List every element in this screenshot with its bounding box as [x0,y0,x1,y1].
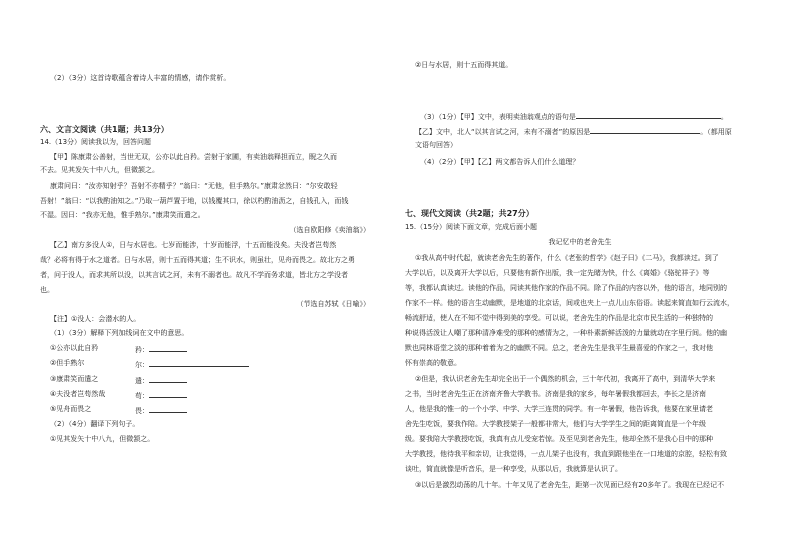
q1-head: （1）（3分）解释下列加线词在文中的意思。 [50,329,189,337]
translate-sentence-2: ②日与水居，则十五而得其道。 [415,61,513,69]
note: 【注】①没人：会潜水的人。 [50,315,141,323]
q3-line-c: 文语句回答） [415,141,457,149]
jia-line-3: 康肃问曰：“汝亦知射乎？吾射不亦精乎？”翁曰：“无他，但手熟尔。”康肃忿然曰：“尔安敢轻 [50,182,338,190]
item-word: 畏： [135,404,187,417]
article-line: 等，我都认真读过。读他的作品，同读其他作家的作品不同。除了作品的内容以外，他的语言，地同别的 [405,284,727,292]
article-line: 默也同林语堂之淡的那种着着为之的幽默不同。总之，老舍先生是我平生最喜爱的作家之一，我对他 [405,344,713,352]
answer-blank[interactable] [149,389,187,398]
answer-blank[interactable] [149,358,249,367]
article-title: 我记忆中的老舍先生 [548,238,612,246]
yi-line-2: 哉？必将有得于水之道者。日与水居，则十五而得其道；生不识水，则虽壮，见舟而畏之。故北方之勇 [40,256,355,264]
answer-blank[interactable] [149,374,187,383]
article-line: 种说得活泼让人嘲了那种清净难受的那种的感情为之，一种朴素新鲜活泼的力量就动在字里行间。他的幽 [405,329,727,337]
article-line: 畅流舒适，使人在不知不觉中得到美的享受。可以说，老舍先生的作品是北京市民生活的一种独特的 [405,314,713,322]
item-word: 遣： [135,374,187,387]
article-line: 舍先生吃饭，要我作陪。大学教授架子一般都非常大，他们与大学学生之间的距离简直是一个年级 [405,420,706,428]
article-line: 大学教授，他待我平和亲切，让我觉得，一点儿架子也没有，我直到跟他坐在一口地道的京腔，轻松有致 [405,450,727,458]
item-word: 苟： [135,389,187,402]
article-line: ③以后是激烈动荡的几十年。十年又见了老舍先生，距第一次见面已经有20多年了。我现在已经记不 [415,481,725,489]
q4: （4）（2分）【甲】【乙】两文都告诉人们什么道理？ [420,158,580,166]
yi-source: （节选自苏轼《日喻》） [296,300,370,308]
item-sentence: ⑤见舟而畏之 [50,405,92,413]
jia-line-1: 【甲】陈康肃公善射，当世无双，公亦以此自矜。尝射于家圃，有卖油翁释担而立，睨之久而 [50,153,337,161]
section6-title: 六、文言文阅读（共1题；共13分） [40,125,169,134]
q3-line-a: （3）（1分）【甲】文中，表明卖油翁观点的语句是 。 [420,110,728,123]
article-line: ②但是，我认识老舍先生却完全出于一个偶然的机会，三十年代初，我离开了高中，到清华大学来 [415,375,716,383]
answer-blank[interactable] [149,404,187,413]
answer-blank[interactable] [149,343,187,352]
article-line: 谈吐，简直就像是听音乐，是一种享受，从那以后，我就算是认识了。 [405,465,622,473]
section7-title: 七、现代文阅读（共2题；共27分） [405,209,534,218]
answer-blank[interactable] [576,110,721,119]
article-line: 之书，当时老舍先生正在济南齐鲁大学教书。济南是我的家乡，每年暑假我都回去，李长之是济南 [405,390,706,398]
q14-head: 14.（13分）阅读我以为，回答问题 [40,138,152,146]
article-line: 怀有崇高的敬意。 [405,359,461,367]
jia-line-4: 吾射！”翁曰：“以我酌油知之。”乃取一葫芦置于地，以钱覆其口，徐以杓酌油沥之，自钱孔入，而钱 [40,197,349,205]
item-word: 尔： [135,358,249,371]
jia-line-2: 不去。见其发矢十中八九，但微颔之。 [40,166,159,174]
item-word: 矜： [135,343,187,356]
article-line: 级。要我陪大学教授吃饭，我真有点儿受宠若惊。及至见到老舍先生，他却全然不是我心目中的那种 [405,435,713,443]
article-line: 大学以后，以及离开大学以后，只要他有新作出版，我一定先睹为快，什么《离婚》《骆驼祥子》等 [405,269,710,277]
q2-head: （2）（4分）翻译下列句子。 [50,420,140,428]
jia-source: （选自欧阳修《卖油翁》） [289,226,370,234]
yi-line-4: 也。 [40,286,54,294]
article-line: 作家不一样。他的语言生动幽默，是地道的北京话，间或也夹上一点儿山东俗语。读起来简直如行云流水， [405,299,734,307]
article-line: 人，他是我的惟一的一个小学、中学、大学三连贯的同学。有一年暑假，他告诉我，他要在家里请老 [405,405,713,413]
translate-sentence-1: ①见其发矢十中八九，但微颔之。 [50,435,155,443]
jia-line-5: 不湿。因曰：“我亦无他，惟手熟尔。”康肃笑而遣之。 [40,211,205,219]
answer-blank[interactable] [590,125,700,134]
yi-line-3: 者，问于没人，而求其所以没，以其言试之河，未有不溺者也。故凡不学而务求道，皆北方之学没者 [40,271,348,279]
q15-head: 15.（15分）阅读下面文章，完成后面小题 [405,223,538,231]
item-sentence: ③康肃笑而遣之 [50,375,99,383]
item-sentence: ④夫没者岂苟然哉 [50,390,106,398]
item-sentence: ②但手熟尔 [50,359,85,367]
item-sentence: ①公亦以此自矜 [50,344,99,352]
question-prev: （2）（3分）这首诗歌蕴含着诗人丰富的情感，请作赏析。 [50,74,231,82]
yi-line-1: 【乙】南方多没人①，日与水居也。七岁而能涉，十岁而能浮，十五而能没矣。夫没者岂苟然 [50,241,337,249]
q3-line-b: 【乙】文中，北人“以其言试之河，未有不溺者”的原因是 。（都用原 [415,125,732,138]
article-line: ①我从高中时代起，就读老舍先生的著作，什么《老张的哲学》《赵子曰》《二马》，我都读过。到了 [415,254,719,262]
